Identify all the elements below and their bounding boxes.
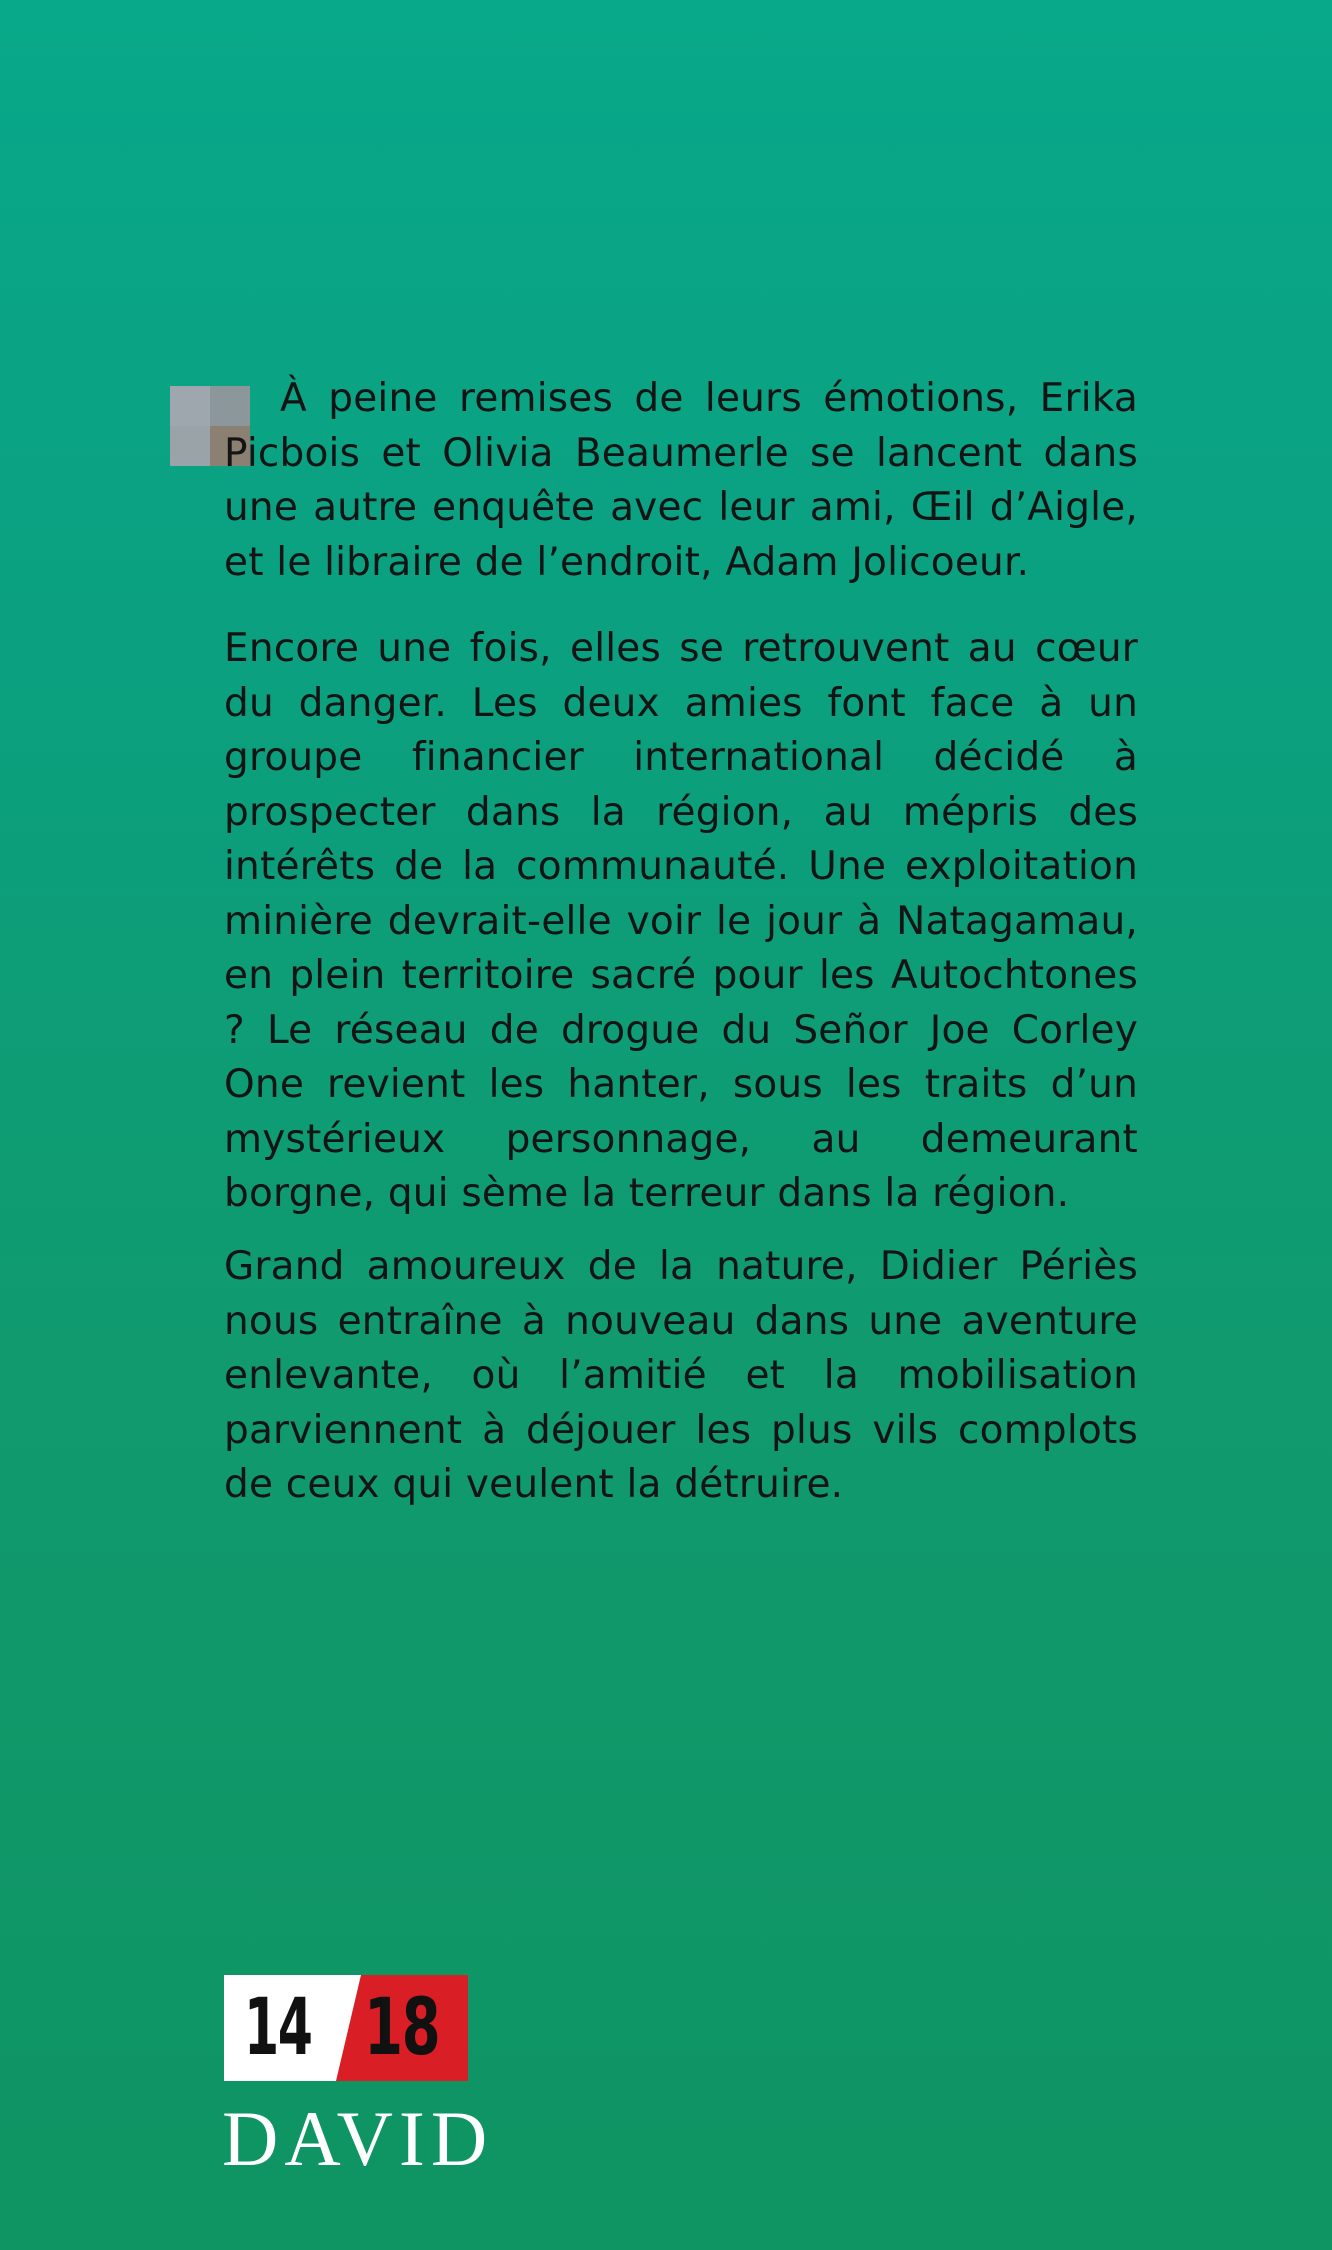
blurb-paragraph-1 [224, 372, 1138, 590]
author-paragraph [224, 1240, 1138, 1513]
blurb-paragraph-1-text: À peine remises de leurs émotions, Erika Picbois et Olivia Beaumerle se lancent dans une autre enquête avec leur ami, Œil d’Aigle, et le libraire de l’endroit, Adam Jolicoeur. [224, 376, 1138, 585]
age-max-label: 18 [364, 1983, 440, 2073]
blurb-paragraph-2-text: Encore une fois, elles se retrouvent au cœur du danger. Les deux amies font face à un groupe financier international décidé à prospecter dans la région, au mépris des intérêts de la communauté. Une exploitation minière devrait-elle voir le jour à Natagamau, en plein territoire sacré pour les Autochtones ? Le réseau de drogue du Señor Joe Corley One revient les hanter, sous les traits d’un mystérieux personnage, au demeurant borgne, qui sème la terreur dans la région. [224, 626, 1138, 1216]
publisher-logo-text: DAVID [222, 2095, 494, 2182]
author-paragraph-text: Grand amoureux de la nature, Didier Périès nous entraîne à nouveau dans une aventure enlevante, où l’amitié et la mobilisation parviennent à déjouer les plus vils complots de ceux qui veulent la détruire. [224, 1244, 1138, 1507]
age-range-badge [224, 1975, 468, 2081]
age-min-label: 14 [244, 1983, 312, 2073]
blurb-paragraph-2 [224, 622, 1138, 1222]
